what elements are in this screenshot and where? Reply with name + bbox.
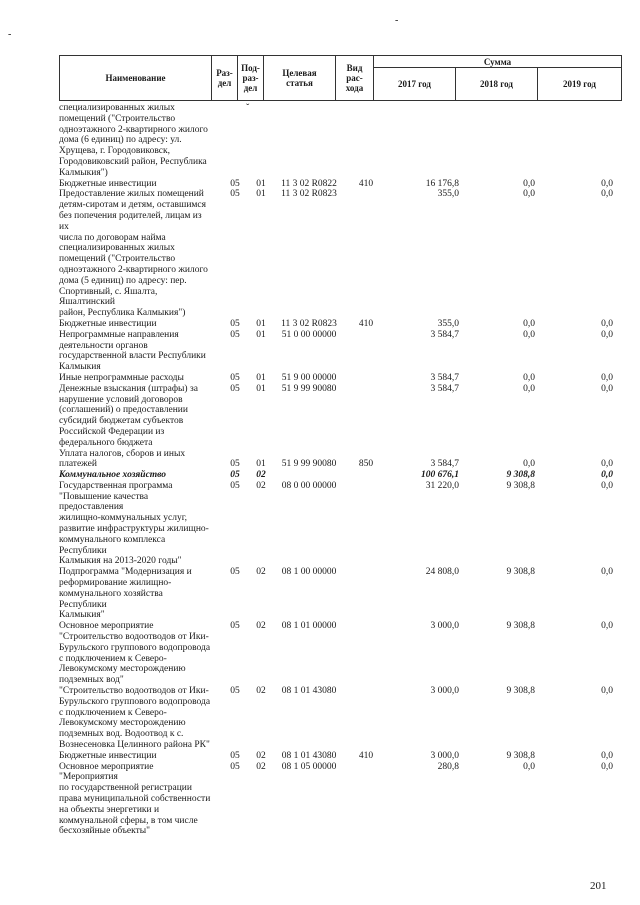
cell-podrazdel: 01 [256,372,266,383]
row-name: специализированных жилых помещений ("Строительство одноэтажного 2-квартирного жилого дома (6 единиц) по адресу: ул. Хрущева, г. Городовиковск, Городовиковский район, Республика Калмыкия") [59,103,208,178]
cell-sum-2019: 0,0 [601,470,613,481]
cell-sum-2017: 3 584,7 [430,459,459,470]
cell-vid: 410 [358,750,374,761]
header-razdel: Раз- дел [212,56,238,101]
cell-sum-2017: 280,8 [437,761,459,772]
cell-podrazdel: 02 [256,567,266,578]
table-row [59,384,621,449]
table-row [59,481,621,567]
cell-sum-2018: 9 308,8 [506,621,535,632]
table-row [59,470,621,481]
stray-mark-tick: ˇ [246,103,250,114]
header-name: Наименование [60,56,212,101]
cell-sum-2018: 9 308,8 [506,567,535,578]
table-row [59,189,621,319]
cell-sum-2019: 0,0 [601,189,613,200]
row-name: "Строительство водоотводов от Ики- Бурульского группового водопровода с подключением к Северо- Левокумскому месторождению подземных вод. Водоотвод к с. Вознесеновка Целинного района РК" [59,686,211,751]
cell-sum-2018: 0,0 [523,459,535,470]
cell-tselevaya: 08 1 00 00000 [281,567,337,578]
cell-tselevaya: 08 0 00 00000 [281,480,337,491]
cell-razdel: 05 [230,178,240,189]
cell-razdel: 05 [230,459,240,470]
cell-podrazdel: 02 [256,761,266,772]
cell-vid: 850 [358,459,374,470]
cell-sum-2017: 3 584,7 [430,329,459,340]
table-row [59,621,621,686]
row-name: Подпрограмма "Модернизация и реформирование жилищно- коммунального хозяйства Республики Калмыкия" [59,567,192,621]
cell-sum-2019: 0,0 [601,686,613,697]
cell-tselevaya: 11 3 02 R0823 [281,189,337,200]
cell-sum-2018: 0,0 [523,383,535,394]
row-name: Иные непрограммные расходы [59,372,184,383]
row-name: Бюджетные инвестиции [59,750,157,761]
cell-sum-2019: 0,0 [601,567,613,578]
cell-podrazdel: 02 [256,470,266,481]
cell-tselevaya: 51 9 99 90080 [281,383,337,394]
table-row [59,762,621,838]
cell-tselevaya: 51 9 00 00000 [281,372,337,383]
stray-mark-left: - [8,29,12,40]
table-row [59,686,621,751]
cell-sum-2018: 0,0 [523,372,535,383]
cell-razdel: 05 [230,189,240,200]
cell-sum-2017: 3 584,7 [430,383,459,394]
row-name: Государственная программа "Повышение качества предоставления жилищно-коммунальных услуг, развитие инфраструктуры жилищно- коммунального комплекса Республики Калмыкия на 2013-2020 годы" [59,480,209,567]
row-name: Коммунальное хозяйство [59,470,167,481]
cell-sum-2019: 0,0 [601,761,613,772]
cell-sum-2019: 0,0 [601,621,613,632]
cell-podrazdel: 02 [256,480,266,491]
cell-sum-2019: 0,0 [601,383,613,394]
header-summa: Сумма [374,56,622,68]
row-name: Уплата налогов, сборов и иных платежей [59,448,186,470]
cell-tselevaya: 08 1 05 00000 [281,761,337,772]
cell-tselevaya: 11 3 02 R0823 [281,318,337,329]
cell-razdel: 05 [230,480,240,491]
header-vid: Вид рас- хода [336,56,374,101]
table-row [59,751,621,762]
header-2019: 2019 год [538,68,622,101]
cell-sum-2018: 9 308,8 [506,470,535,481]
cell-sum-2019: 0,0 [601,318,613,329]
cell-razdel: 05 [230,686,240,697]
cell-razdel: 05 [230,621,240,632]
cell-razdel: 05 [230,383,240,394]
cell-podrazdel: 01 [256,329,266,340]
cell-sum-2018: 0,0 [523,318,535,329]
table-row [59,179,621,190]
cell-sum-2017: 3 000,0 [430,750,459,761]
row-name: Бюджетные инвестиции [59,178,157,189]
cell-tselevaya: 08 1 01 43080 [281,686,337,697]
cell-sum-2017: 31 220,0 [425,480,459,491]
cell-podrazdel: 02 [256,686,266,697]
cell-sum-2018: 9 308,8 [506,480,535,491]
row-name: Непрограммные направления деятельности органов государственной власти Республики Калмыкия [59,329,206,373]
cell-sum-2017: 16 176,8 [425,178,459,189]
cell-sum-2017: 24 808,0 [425,567,459,578]
cell-sum-2018: 0,0 [523,189,535,200]
header-tselevaya: Целевая статья [264,56,336,101]
cell-razdel: 05 [230,750,240,761]
cell-sum-2017: 3 000,0 [430,686,459,697]
header-podrazdel: Под- раз- дел [238,56,264,101]
cell-podrazdel: 01 [256,459,266,470]
cell-sum-2019: 0,0 [601,329,613,340]
cell-sum-2018: 9 308,8 [506,750,535,761]
cell-razdel: 05 [230,567,240,578]
cell-sum-2018: 0,0 [523,178,535,189]
cell-tselevaya: 51 9 99 90080 [281,459,337,470]
row-name: Основное мероприятие "Строительство водоотводов от Ики- Бурульского группового водопровода с подключением к Северо- Левокумскому месторождению подземных вод" [59,621,211,686]
table-row [59,330,621,373]
table-row [59,319,621,330]
cell-sum-2017: 100 676,1 [421,470,459,481]
cell-podrazdel: 01 [256,318,266,329]
cell-podrazdel: 02 [256,621,266,632]
cell-tselevaya: 08 1 01 43080 [281,750,337,761]
table-row [59,373,621,384]
cell-sum-2019: 0,0 [601,480,613,491]
cell-razdel: 05 [230,318,240,329]
page-number: 201 [590,880,607,892]
cell-tselevaya: 51 0 00 00000 [281,329,337,340]
table-row [59,103,621,179]
cell-podrazdel: 01 [256,178,266,189]
cell-sum-2017: 355,0 [437,189,459,200]
cell-podrazdel: 02 [256,750,266,761]
cell-sum-2017: 3 000,0 [430,621,459,632]
cell-tselevaya: 08 1 01 00000 [281,621,337,632]
cell-sum-2017: 355,0 [437,318,459,329]
cell-sum-2018: 0,0 [523,329,535,340]
cell-sum-2019: 0,0 [601,459,613,470]
stray-mark-top: - [395,15,399,26]
cell-podrazdel: 01 [256,189,266,200]
table-header [59,55,622,101]
cell-sum-2018: 9 308,8 [506,686,535,697]
cell-vid: 410 [358,178,374,189]
row-name: Бюджетные инвестиции [59,318,157,329]
table-row [59,449,621,471]
cell-tselevaya: 11 3 02 R0822 [281,178,337,189]
cell-sum-2019: 0,0 [601,178,613,189]
header-2017: 2017 год [374,68,456,101]
cell-podrazdel: 01 [256,383,266,394]
header-2018: 2018 год [456,68,538,101]
cell-vid: 410 [358,318,374,329]
cell-razdel: 05 [230,329,240,340]
cell-sum-2018: 0,0 [523,761,535,772]
cell-razdel: 05 [230,372,240,383]
table-row [59,567,621,621]
row-name: Основное мероприятие "Мероприятия по государственной регистрации права муниципальной собственности на объекты энергетики и коммунальной сферы, в том числе бесхозяйные объекты" [59,761,211,837]
row-name: Предоставление жилых помещений детям-сиротам и детям, оставшимся без попечения родителей, лицам из их числа по договорам найма специализированных жилых помещений ("Строительство одноэтажного 2-квартирного жилого дома (5 единиц) по адресу: пер. Спортивный, с. Яшалта, Яшалтинский район, Республика Калмыкия") [59,189,208,319]
cell-sum-2019: 0,0 [601,750,613,761]
cell-razdel: 05 [230,761,240,772]
cell-sum-2019: 0,0 [601,372,613,383]
row-name: Денежные взыскания (штрафы) за нарушение условий договоров (соглашений) о предоставлении субсидий бюджетам субъектов Российской Федерации из федерального бюджета [59,383,198,448]
table-body [59,103,621,837]
cell-razdel: 05 [230,470,240,481]
cell-sum-2017: 3 584,7 [430,372,459,383]
